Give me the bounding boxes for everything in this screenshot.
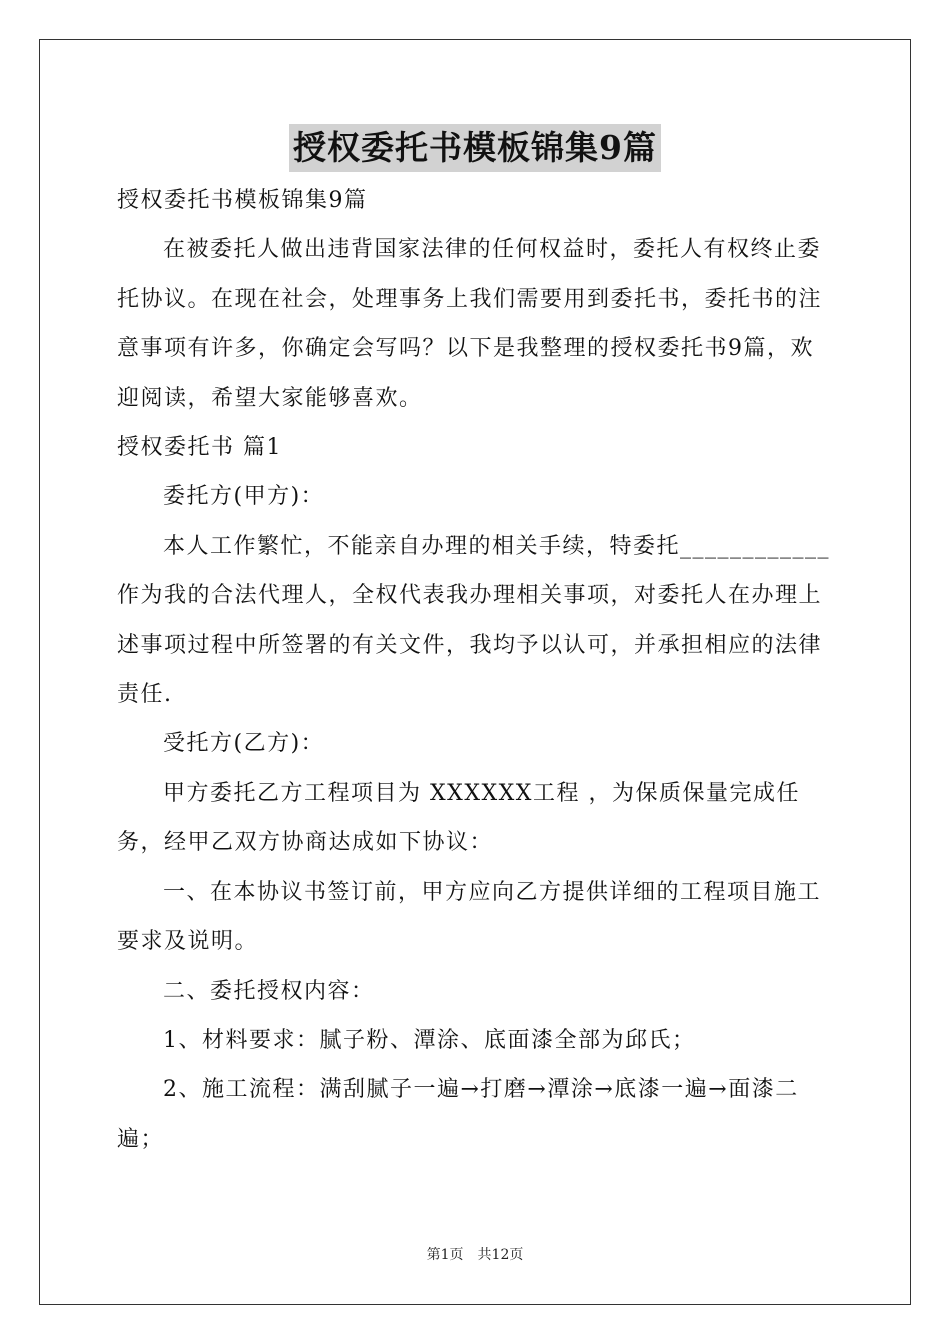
- paragraph: 甲方委托乙方工程项目为 XXXXXX工程 ，为保质保量完成任务，经甲乙双方协商达成如下协议：: [117, 780, 800, 856]
- section-heading: 授权委托书 篇1: [117, 435, 282, 461]
- paragraph: 二、委托授权内容：: [163, 978, 375, 1004]
- page-footer: 第1页 共12页: [426, 1247, 524, 1263]
- paragraph: 1、材料要求：腻子粉、潭涂、底面漆全部为邱氏；: [163, 1027, 696, 1053]
- paragraph: 一、在本协议书签订前，甲方应向乙方提供详细的工程项目施工要求及说明。: [117, 879, 822, 955]
- paragraph: 在被委托人做出违背国家法律的任何权益时，委托人有权终止委托协议。在现在社会，处理事务上我们需要用到委托书，委托书的注意事项有许多，你确定会写吗？以下是我整理的授权委托书9篇，欢迎阅读，希望大家能够喜欢。: [117, 237, 823, 411]
- title-wrap: [0, 124, 950, 172]
- paragraph: 2、施工流程：满刮腻子一遍→打磨→潭涂→底漆一遍→面漆二遍；: [117, 1077, 799, 1152]
- paragraph: 受托方(乙方)：: [163, 731, 325, 757]
- paragraph: 委托方(甲方)：: [163, 484, 325, 510]
- document-title: 授权委托书模板锦集9篇: [289, 124, 661, 172]
- document-body: [117, 176, 835, 1164]
- paragraph: 授权委托书模板锦集9篇: [117, 188, 368, 213]
- paragraph: 本人工作繁忙，不能亲自办理的相关手续，特委托____________作为我的合法代理人，全权代表我办理相关事项，对委托人在办理上述事项过程中所签署的有关文件，我均予以认可，并承担相应的法律责任.: [117, 533, 831, 708]
